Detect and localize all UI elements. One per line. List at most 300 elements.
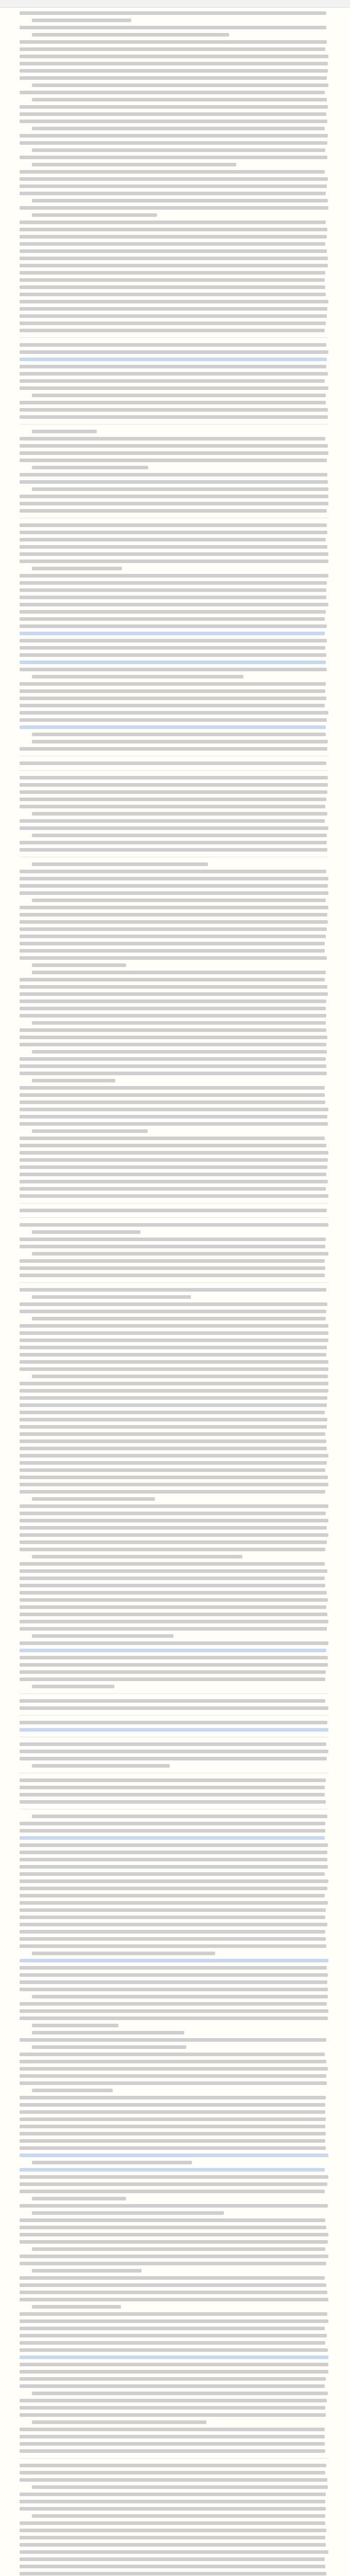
text-line: [20, 891, 328, 895]
text-line: [32, 466, 148, 469]
text-line: [20, 2464, 326, 2467]
text-line: [20, 1187, 326, 1191]
text-line: [20, 1894, 325, 1897]
text-line: [20, 1822, 325, 1825]
text-line: [32, 567, 122, 570]
text-line: [20, 2565, 325, 2568]
text-line: [20, 2074, 326, 2078]
text-line: [20, 1843, 328, 1847]
section-divider: [20, 1693, 328, 1694]
text-line: [20, 1028, 326, 1032]
text-line: [20, 1923, 327, 1926]
text-line: [20, 1461, 327, 1465]
text-line: [32, 1050, 327, 1054]
text-line: [20, 192, 326, 195]
text-line: [20, 2312, 327, 2316]
text-line: [20, 1396, 327, 1400]
text-line: [20, 329, 325, 332]
text-line: [32, 1230, 141, 1234]
text-line: [20, 379, 325, 383]
text-line: [20, 1418, 327, 1421]
text-line: [20, 1829, 325, 1833]
text-line: [20, 495, 328, 498]
text-line: [20, 278, 325, 282]
text-line: [20, 134, 328, 138]
section-divider: [20, 2458, 328, 2459]
text-line: [20, 1447, 327, 1450]
text-line: [20, 1872, 325, 1876]
section-divider: [20, 1282, 328, 1283]
text-line: [20, 1980, 327, 1984]
text-line: [20, 2384, 325, 2388]
text-line: [20, 1908, 326, 1912]
text-line: [20, 668, 327, 671]
text-line: [20, 2370, 328, 2374]
text-line: [20, 2406, 325, 2410]
text-line: [20, 401, 326, 404]
text-line: [20, 257, 328, 260]
text-line: [20, 502, 328, 505]
text-line: [20, 1014, 326, 1018]
text-line: [20, 91, 325, 94]
text-line: [32, 1764, 170, 1768]
text-line: [20, 47, 325, 51]
text-line: [20, 26, 326, 29]
text-line: [20, 927, 327, 931]
browser-status-bar: [0, 0, 350, 8]
text-line: [32, 2031, 184, 2035]
text-line: [32, 834, 327, 837]
text-line: [20, 711, 328, 715]
text-line: [20, 1973, 328, 1977]
text-line: [20, 2500, 325, 2503]
text-line: [20, 1598, 328, 1602]
text-line: [20, 2435, 325, 2438]
text-line: [20, 1706, 328, 1710]
text-line: [20, 2255, 328, 2258]
text-line: [20, 2298, 328, 2301]
text-line: [20, 365, 326, 368]
text-line: [20, 884, 328, 888]
promo-text-line[interactable]: [20, 725, 326, 729]
text-line: [32, 1021, 326, 1025]
text-line: [20, 1151, 328, 1155]
text-line: [20, 1858, 327, 1861]
text-line: [20, 2103, 325, 2107]
text-line: [20, 646, 325, 650]
text-line: [20, 1346, 327, 1349]
promo-text-line[interactable]: [20, 1836, 325, 1840]
text-line: [20, 2067, 328, 2071]
text-line: [20, 2413, 326, 2417]
text-line: [32, 1995, 328, 1998]
text-line: [20, 1266, 325, 1270]
promo-text-line[interactable]: [20, 358, 327, 361]
text-line: [20, 1093, 325, 1097]
text-line: [20, 1223, 328, 1227]
text-line: [20, 1627, 327, 1631]
text-line: [20, 531, 327, 534]
text-line: [20, 1086, 325, 1090]
text-line: [20, 372, 328, 376]
section-divider: [20, 770, 328, 771]
text-line: [20, 697, 326, 700]
text-line: [20, 1382, 328, 1385]
text-line: [20, 1988, 328, 1991]
text-line: [20, 653, 326, 657]
text-line: [20, 1389, 328, 1393]
text-line: [20, 105, 328, 109]
text-line: [20, 639, 327, 642]
text-line: [20, 2536, 325, 2539]
text-line: [20, 2341, 325, 2345]
text-line: [20, 999, 326, 1003]
text-line: [32, 1252, 328, 1256]
text-line: [20, 1656, 328, 1659]
text-line: [32, 812, 327, 816]
section-divider: [20, 337, 328, 338]
text-line: [20, 2038, 326, 2042]
text-line: [20, 2399, 327, 2402]
text-line: [32, 213, 157, 217]
text-line: [20, 1476, 328, 1479]
text-line: [20, 776, 328, 779]
text-line: [20, 1901, 328, 1905]
text-line: [32, 1079, 115, 1082]
text-line: [20, 545, 327, 549]
text-line: [20, 2557, 325, 2561]
text-line: [20, 206, 328, 210]
text-line: [20, 1302, 327, 1306]
text-line: [20, 2016, 328, 2020]
text-line: [20, 1490, 325, 1494]
text-line: [20, 285, 325, 289]
text-line: [20, 480, 328, 484]
text-line: [32, 127, 325, 130]
text-line: [20, 1721, 327, 1724]
text-line: [20, 1750, 328, 1753]
promo-text-line[interactable]: [20, 2168, 325, 2172]
text-line: [32, 1952, 215, 1955]
text-line: [20, 408, 328, 412]
text-line: [32, 2485, 328, 2489]
text-line: [20, 610, 326, 614]
text-line: [32, 1685, 114, 1688]
promo-text-line[interactable]: [20, 1959, 328, 1962]
text-line: [20, 560, 328, 563]
section-divider: [20, 424, 328, 425]
text-line: [32, 2089, 113, 2092]
text-line: [20, 1504, 328, 1508]
text-line: [20, 617, 325, 621]
text-line: [20, 314, 327, 318]
text-line: [20, 523, 327, 527]
text-line: [20, 1137, 325, 1140]
text-line: [20, 906, 328, 909]
text-line: [20, 1916, 325, 1919]
text-line: [32, 1634, 173, 1638]
text-line: [20, 588, 326, 592]
promo-text-line[interactable]: [20, 2154, 328, 2157]
text-line: [20, 1677, 325, 1681]
text-line: [20, 574, 328, 578]
text-line: [20, 350, 328, 354]
text-line: [20, 2182, 327, 2186]
text-line: [32, 2392, 328, 2395]
text-line: [20, 1353, 326, 1357]
promo-text-line[interactable]: [20, 1649, 326, 1652]
promo-text-line[interactable]: [20, 1728, 328, 1732]
text-line: [20, 242, 325, 246]
text-line: [20, 552, 328, 556]
text-line: [20, 790, 327, 794]
text-line: [20, 2493, 326, 2496]
text-line: [32, 430, 97, 433]
text-line: [20, 62, 328, 65]
text-line: [20, 538, 326, 541]
text-line: [32, 1317, 326, 1320]
text-line: [20, 2449, 325, 2453]
text-line: [32, 2045, 186, 2049]
text-line: [20, 1879, 328, 1883]
text-line: [20, 1144, 326, 1147]
text-line: [20, 1360, 328, 1364]
text-line: [20, 1158, 328, 1162]
text-line: [20, 1180, 328, 1183]
text-line: [20, 1057, 326, 1061]
text-line: [20, 1786, 325, 1789]
text-line: [32, 740, 328, 743]
text-line: [20, 848, 327, 852]
text-line: [20, 1165, 327, 1169]
text-line: [20, 689, 325, 693]
text-line: [20, 935, 326, 938]
text-line: [20, 264, 328, 267]
text-line: [20, 1887, 327, 1890]
text-line: [20, 235, 327, 239]
text-line: [20, 156, 327, 159]
text-line: [20, 920, 328, 924]
text-line: [20, 343, 326, 347]
text-line: [20, 1641, 328, 1645]
text-line: [20, 985, 327, 989]
text-line: [20, 798, 326, 801]
text-line: [20, 2218, 325, 2222]
text-line: [20, 704, 325, 707]
text-line: [20, 1851, 327, 1854]
text-line: [20, 682, 326, 686]
text-line: [20, 2053, 325, 2056]
text-line: [32, 394, 326, 397]
text-line: [20, 2478, 327, 2482]
promo-text-line[interactable]: [20, 2355, 328, 2359]
text-line: [20, 473, 327, 477]
text-line: [20, 444, 328, 448]
text-line: [32, 2269, 142, 2273]
text-line: [32, 1295, 191, 1299]
text-line: [20, 1439, 326, 1443]
text-line: [20, 1937, 326, 1941]
text-line: [20, 1512, 326, 1515]
text-line: [20, 228, 327, 231]
text-line: [20, 1411, 325, 1414]
text-line: [20, 1562, 325, 1566]
text-line: [32, 963, 126, 967]
text-line: [20, 1533, 328, 1537]
text-line: [20, 1288, 326, 1292]
text-line: [20, 2471, 325, 2475]
text-line: [20, 992, 328, 996]
text-line: [20, 1526, 327, 1530]
promo-text-line[interactable]: [20, 632, 325, 635]
text-line: [20, 1468, 325, 1472]
text-line: [20, 1007, 326, 1010]
text-line: [20, 2009, 328, 2013]
text-line: [20, 1548, 325, 1551]
text-line: [20, 2319, 328, 2323]
text-line: [20, 2529, 326, 2532]
text-line: [32, 487, 328, 491]
text-line: [20, 1569, 327, 1573]
text-line: [32, 1815, 327, 1818]
text-line: [20, 624, 327, 628]
text-line: [20, 1310, 326, 1313]
text-line: [20, 1454, 328, 1458]
text-line: [20, 2081, 327, 2085]
text-line: [20, 141, 327, 145]
text-line: [20, 870, 326, 873]
text-line: [32, 2247, 325, 2251]
text-line: [20, 1670, 326, 1674]
text-line: [20, 1072, 327, 1075]
text-line: [20, 2363, 328, 2366]
text-line: [32, 163, 236, 166]
text-line: [20, 321, 326, 325]
text-line: [20, 2132, 326, 2136]
text-line: [20, 300, 328, 303]
text-line: [20, 819, 325, 823]
text-line: [20, 1793, 325, 1797]
text-line: [20, 596, 326, 599]
promo-text-line[interactable]: [20, 660, 326, 664]
text-line: [32, 98, 327, 101]
text-line: [20, 1115, 327, 1118]
text-line: [20, 2060, 326, 2063]
text-line: [20, 1519, 328, 1522]
text-line: [20, 2226, 326, 2229]
text-line: [20, 2002, 327, 2006]
text-line: [20, 1245, 325, 1248]
text-line: [20, 1432, 325, 1436]
text-line: [20, 1209, 327, 1212]
text-line: [20, 2543, 326, 2547]
text-line: [32, 19, 131, 22]
text-line: [20, 1605, 326, 1609]
text-line: [20, 1577, 325, 1580]
text-line: [20, 2125, 325, 2128]
text-line: [20, 2550, 328, 2554]
text-line: [20, 1584, 325, 1587]
text-line: [20, 942, 325, 945]
text-line: [20, 877, 328, 880]
text-line: [20, 170, 325, 174]
text-line: [20, 2291, 327, 2294]
text-line: [32, 2514, 325, 2518]
text-line: [32, 1375, 328, 1378]
text-line: [20, 437, 325, 440]
text-line: [20, 1778, 326, 1782]
text-line: [20, 1425, 327, 1429]
text-line: [20, 2117, 326, 2121]
text-line: [20, 913, 327, 917]
text-line: [20, 1259, 325, 1263]
text-line: [20, 120, 327, 123]
text-line: [20, 956, 327, 960]
text-line: [20, 1108, 328, 1111]
text-line: [20, 1966, 327, 1970]
text-line: [32, 33, 229, 37]
text-line: [20, 2139, 325, 2143]
text-line: [20, 2442, 325, 2446]
text-line: [20, 1194, 328, 1198]
text-line: [20, 415, 328, 419]
text-line: [20, 1043, 326, 1046]
text-line: [20, 1699, 325, 1703]
text-line: [20, 386, 328, 390]
text-line: [20, 2204, 328, 2208]
section-divider: [20, 1217, 328, 1218]
text-line: [20, 2096, 326, 2099]
text-line: [20, 76, 327, 80]
text-line: [20, 761, 326, 765]
text-line: [20, 603, 328, 606]
text-line: [20, 1338, 328, 1342]
text-line: [20, 221, 326, 224]
text-line: [20, 2110, 325, 2114]
text-line: [20, 459, 327, 462]
section-divider: [20, 1715, 328, 1716]
text-line: [20, 1742, 326, 1746]
text-line: [32, 2305, 121, 2309]
text-line: [20, 2146, 326, 2150]
text-line: [20, 2233, 328, 2236]
text-line: [32, 2420, 206, 2424]
text-line: [20, 2334, 327, 2337]
text-line: [32, 1497, 155, 1501]
text-line: [20, 11, 326, 15]
text-line: [20, 1663, 328, 1667]
text-line: [20, 1100, 325, 1104]
text-line: [20, 1403, 327, 1407]
text-line: [20, 2262, 326, 2265]
text-line: [32, 899, 326, 902]
text-line: [20, 1944, 326, 1948]
text-line: [20, 2348, 328, 2352]
text-line: [20, 2240, 328, 2244]
text-line: [20, 509, 327, 513]
text-line: [32, 199, 328, 202]
text-line: [20, 2377, 326, 2381]
text-line: [20, 2327, 325, 2330]
text-line: [20, 2521, 325, 2525]
text-line: [20, 1274, 325, 1277]
chapter-body: [20, 11, 328, 2576]
text-line: [32, 2161, 192, 2164]
text-line: [20, 184, 327, 188]
text-line: [20, 271, 325, 275]
text-line: [32, 675, 243, 679]
text-line: [20, 2175, 328, 2179]
